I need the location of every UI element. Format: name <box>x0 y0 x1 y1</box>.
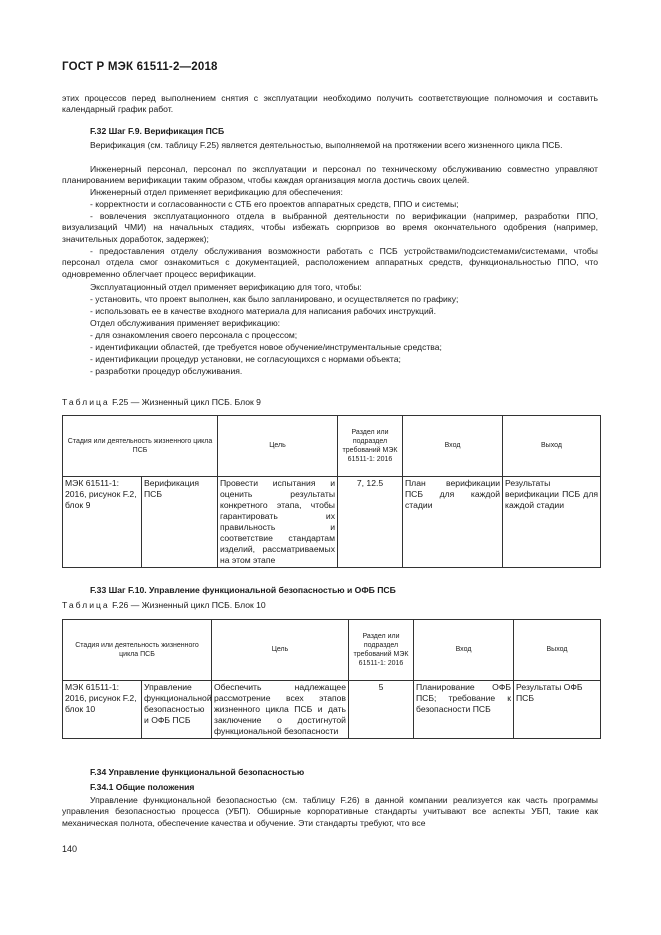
f32-paragraph-2: Инженерный персонал, персонал по эксплуатации и персонал по техническому обслуживанию совместно управляют планированием верификации таким образом, чтобы каждая организация могла достичь своих целей. <box>62 164 598 186</box>
table-25-caption-text: F.25 — Жизненный цикл ПСБ. Блок 9 <box>112 397 261 407</box>
f32-bullet-1: - корректности и согласованности с СТБ его проектов аппаратных средств, ППО и системы; <box>90 199 459 209</box>
f32-paragraph-1: Верификация (см. таблицу F.25) является деятельностью, выполняемой на протяжении всего жизненного цикла ПСБ. <box>90 140 563 150</box>
table-row <box>63 681 601 739</box>
t25-cell-output: Результаты верификации ПСБ для каждой стадии <box>503 477 601 568</box>
f32-bullet-6: - для ознакомления своего персонала с процессом; <box>90 330 298 340</box>
page-number: 140 <box>62 844 78 854</box>
table-26-header-row <box>63 620 601 681</box>
table-row <box>63 477 601 568</box>
f32-bullet-8: - идентификации процедур установки, не согласующихся с нормами объекта; <box>90 354 401 364</box>
t26-header-input: Вход <box>414 620 514 681</box>
t26-cell-section: 5 <box>349 681 414 739</box>
section-f32-title: F.32 Шаг F.9. Верификация ПСБ <box>90 126 225 136</box>
t26-header-stage: Стадия или деятельность жизненного цикла ПСБ <box>63 620 212 681</box>
f32-bullet-7: - идентификации областей, где требуется новое обучение/инструментальные средства; <box>90 342 442 352</box>
t25-header-output: Выход <box>503 416 601 477</box>
t26-header-output: Выход <box>514 620 601 681</box>
f32-bullet-9: - разработки процедур обслуживания. <box>90 366 243 376</box>
t26-cell-input: Планирование ОФБ ПСБ; требование к безопасности ПСБ <box>414 681 514 739</box>
f32-bullet-2: - вовлечения эксплуатационного отдела в выбранной деятельности по верификации (например, разработки ППО, визуализаций ЧМИ) на начальных стадиях, чтобы избежать сюрпризов во время окончательного одобрения (например, значительных доработок, задержек); <box>62 211 598 244</box>
table-26-caption-text: F.26 — Жизненный цикл ПСБ. Блок 10 <box>112 600 266 610</box>
f32-bullet-5: - использовать ее в качестве входного материала для написания рабочих инструкций. <box>90 306 436 316</box>
section-f34-1-title: F.34.1 Общие положения <box>90 782 195 792</box>
table-26-caption-label: Таблица <box>62 600 110 610</box>
table-25-header-row <box>63 416 601 477</box>
document-header: ГОСТ Р МЭК 61511-2—2018 <box>62 61 218 73</box>
table-25 <box>62 415 601 568</box>
f32-paragraph-5: Отдел обслуживания применяет верификацию: <box>90 318 281 328</box>
f32-bullet-4: - установить, что проект выполнен, как было запланировано, и осуществляется по графику; <box>90 294 459 304</box>
t25-header-goal: Цель <box>218 416 338 477</box>
t26-cell-output: Результаты ОФБ ПСБ <box>514 681 601 739</box>
t25-cell-source: МЭК 61511-1: 2016, рисунок F.2, блок 9 <box>63 477 142 568</box>
f34-paragraph-1: Управление функциональной безопасностью (см. таблицу F.26) в данной компании реализуется как часть программы управления безопасностью процесса (УБП). Обширные корпоративные стандарты учитывают все аспекты УБП, такие как механическая полнота, обеспечение качества и обучение. Эти стандарты требуют, что все <box>62 795 598 828</box>
table-26 <box>62 619 601 739</box>
t25-cell-stage: Верификация ПСБ <box>142 477 218 568</box>
f32-paragraph-4: Эксплуатационный отдел применяет верификацию для того, чтобы: <box>90 282 362 292</box>
section-f33-title: F.33 Шаг F.10. Управление функциональной безопасностью и ОФБ ПСБ <box>90 585 396 595</box>
t25-header-section: Раздел или подраздел требований МЭК 61511-1: 2016 <box>338 416 403 477</box>
t25-cell-input: План верификации ПСБ для каждой стадии <box>403 477 503 568</box>
t25-header-input: Вход <box>403 416 503 477</box>
t26-cell-stage: Управление функциональной безопасностью и ОФБ ПСБ <box>142 681 212 739</box>
t26-header-goal: Цель <box>212 620 349 681</box>
t25-cell-section: 7, 12.5 <box>338 477 403 568</box>
table-26-caption <box>62 600 266 610</box>
section-f34-title: F.34 Управление функциональной безопасностью <box>90 767 305 777</box>
f32-paragraph-3: Инженерный отдел применяет верификацию для обеспечения: <box>90 187 343 197</box>
t26-header-section: Раздел или подраздел требований МЭК 61511-1: 2016 <box>349 620 414 681</box>
t26-cell-goal: Обеспечить надлежащее рассмотрение всех этапов жизненного цикла ПСБ и дать заключение о достигнутой функциональной безопасности <box>212 681 349 739</box>
t25-cell-goal: Провести испытания и оценить результаты конкретного этапа, чтобы гарантировать их правильность и соответствие стандартам изделий, рассматриваемых на этом этапе <box>218 477 338 568</box>
t25-header-stage: Стадия или деятельность жизненного цикла ПСБ <box>63 416 218 477</box>
intro-paragraph: этих процессов перед выполнением снятия с эксплуатации необходимо получить соответствующие полномочия и составить календарный график работ. <box>62 93 598 115</box>
f32-bullet-3: - предоставления отделу обслуживания возможности работать с ПСБ устройствами/подсистемами/системами, чтобы персонал отдела смог ознакомиться с документацией, расположением аппаратных средств, функциональностью ППО, что одновременно облегчает процесс верификации. <box>62 246 598 279</box>
t26-cell-source: МЭК 61511-1: 2016, рисунок F.2, блок 10 <box>63 681 142 739</box>
table-25-caption <box>62 397 261 407</box>
table-25-caption-label: Таблица <box>62 397 110 407</box>
